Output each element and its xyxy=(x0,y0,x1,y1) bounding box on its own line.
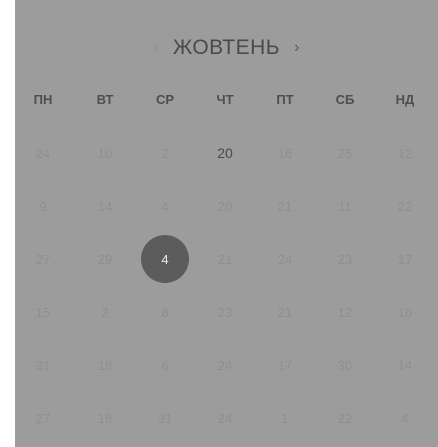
day-cell[interactable]: 22 xyxy=(337,410,353,426)
day-cell[interactable]: 11 xyxy=(338,198,352,214)
next-month-chevron-icon[interactable]: › xyxy=(294,39,300,56)
day-cell-selected[interactable]: 4 xyxy=(141,235,189,283)
day-cell[interactable]: 20 xyxy=(217,198,233,214)
day-cell[interactable]: 23 xyxy=(337,251,353,267)
day-cell[interactable]: 1 xyxy=(281,410,289,426)
day-cell[interactable]: 30 xyxy=(337,357,353,373)
day-cell[interactable]: 29 xyxy=(97,251,113,267)
day-cell[interactable]: 23 xyxy=(217,304,233,320)
day-cell[interactable]: 16 xyxy=(277,145,293,161)
day-cell[interactable]: 6 xyxy=(161,357,169,373)
day-cell[interactable]: 21 xyxy=(217,251,233,267)
day-cell[interactable]: 24 xyxy=(35,145,51,161)
month-title: ЖОВТЕНЬ xyxy=(172,36,281,59)
weekday-sat: СБ xyxy=(335,92,355,107)
calendar-panel xyxy=(15,0,438,447)
day-cell[interactable]: 18 xyxy=(97,410,113,426)
day-cell-today[interactable]: 20 xyxy=(217,145,233,161)
day-cell[interactable]: 31 xyxy=(35,357,51,373)
day-cell[interactable]: 24 xyxy=(217,410,233,426)
day-cell[interactable]: 8 xyxy=(161,304,169,320)
day-cell[interactable]: 15 xyxy=(35,304,51,320)
weekday-mon: ПН xyxy=(33,92,53,107)
day-cell[interactable]: 4 xyxy=(401,410,409,426)
day-cell[interactable]: 17 xyxy=(277,357,293,373)
day-cell[interactable]: 10 xyxy=(97,145,113,161)
day-cell[interactable]: 12 xyxy=(397,145,413,161)
day-cell[interactable]: 14 xyxy=(397,357,413,373)
day-cell[interactable]: 14 xyxy=(97,198,113,214)
day-cell[interactable]: 4 xyxy=(161,198,169,214)
day-cell[interactable]: 2 xyxy=(161,145,169,161)
day-cell[interactable]: 16 xyxy=(397,304,413,320)
day-cell[interactable]: 24 xyxy=(277,251,293,267)
day-cell[interactable]: 18 xyxy=(97,357,113,373)
weekday-sun: НД xyxy=(395,92,415,107)
day-grid xyxy=(15,0,438,447)
day-cell[interactable]: 22 xyxy=(397,198,413,214)
weekday-wed: СР xyxy=(155,92,175,107)
prev-month-chevron-icon[interactable]: ‹ xyxy=(153,39,159,56)
day-cell[interactable]: 9 xyxy=(39,198,47,214)
day-cell[interactable]: 27 xyxy=(35,251,51,267)
weekday-tue: ВТ xyxy=(96,92,114,107)
day-cell[interactable]: 21 xyxy=(277,304,293,320)
day-cell[interactable]: 12 xyxy=(337,304,353,320)
day-cell[interactable]: 31 xyxy=(157,410,173,426)
day-cell[interactable]: 24 xyxy=(217,357,233,373)
day-cell[interactable]: 2 xyxy=(101,304,109,320)
day-cell[interactable]: 21 xyxy=(277,198,293,214)
day-cell[interactable]: 17 xyxy=(397,251,413,267)
day-cell[interactable]: 25 xyxy=(337,145,353,161)
weekday-thu: ЧТ xyxy=(216,92,234,107)
day-cell[interactable]: 27 xyxy=(35,410,51,426)
weekday-fri: ПТ xyxy=(276,92,294,107)
